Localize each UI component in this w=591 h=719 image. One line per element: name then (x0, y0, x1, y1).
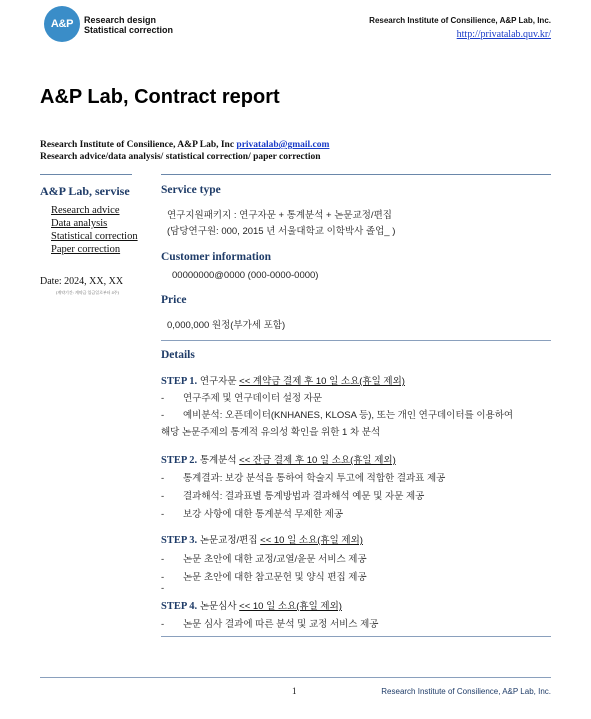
step-3-label: STEP 3. (161, 535, 198, 546)
step-4-name: 논문심사 (199, 601, 237, 612)
brand-line-2: Statistical correction (84, 25, 174, 35)
details-divider (161, 340, 551, 341)
step-2-bullet-3: - 보강 사항에 대한 통계분석 무제한 제공 (161, 509, 344, 520)
page-number: 1 (292, 686, 297, 696)
main-divider (161, 174, 551, 175)
price-heading: Price (161, 294, 187, 306)
step-4-condition: << 10 일 소요(휴일 제외) (239, 601, 342, 612)
footer-divider (40, 677, 551, 678)
email-link[interactable]: privatalab@gmail.com (236, 140, 330, 150)
sidebar-title: A&P Lab, servise (40, 184, 130, 198)
step-3-condition: << 10 일 소요(휴일 제외) (260, 535, 363, 546)
header-institute: Research Institute of Consilience, A&P Lab, Inc. (369, 16, 551, 25)
step-2-bullet-2: - 결과해석: 결과표별 통계방법과 결과해석 예문 및 자문 제공 (161, 491, 425, 502)
step-4-label: STEP 4. (161, 601, 198, 612)
step-2-bullet-1: - 통계결과: 보강 분석을 통하여 학술지 투고에 적합한 결과표 제공 (161, 473, 446, 484)
intro-institute: Research Institute of Consilience, A&P Lab, Inc (40, 140, 237, 150)
step-1-bullet-2-continued: 해당 논문주제의 통계적 유의성 확인을 위한 1 차 분석 (161, 427, 381, 438)
step-2-label: STEP 2. (161, 455, 198, 466)
step-2-heading (161, 452, 396, 466)
step-4-heading (161, 598, 342, 612)
details-end-divider (161, 636, 551, 637)
step-2-name: 통계분석 (199, 455, 237, 466)
step-3-heading (161, 532, 363, 546)
intro-line-1 (40, 140, 329, 150)
sidebar-item-research-advice[interactable]: Research advice (51, 205, 120, 216)
service-type-line-2: (담당연구원: 000, 2015 년 서울대학교 이학박사 졸업_ ) (167, 226, 396, 237)
step-1-bullet-2: - 예비분석: 오픈데이터(KNHANES, KLOSA 등), 또는 개인 연구데이터를 이용하여 (161, 410, 514, 421)
contract-date: Date: 2024, XX, XX (40, 276, 124, 287)
footer-institute: Research Institute of Consilience, A&P Lab, Inc. (381, 687, 551, 696)
step-1-heading (161, 373, 405, 387)
service-type-line-1: 연구지원패키지 : 연구자문 + 통계분석 + 논문교정/편집 (167, 210, 392, 221)
sidebar-item-statistical-correction[interactable]: Statistical correction (51, 231, 138, 242)
step-1-bullet-1: - 연구주제 및 연구데이터 설정 자문 (161, 393, 323, 404)
step-3-bullet-2: - 논문 초안에 대한 참고문헌 및 양식 편집 제공 (161, 572, 367, 583)
brand-line-1: Research design (84, 15, 157, 25)
sidebar-divider (40, 174, 132, 175)
step-4-bullet-1: - 논문 심사 결과에 따른 분석 및 교정 서비스 제공 (161, 619, 379, 630)
step-2-condition: << 잔금 결제 후 10 일 소요(휴일 제외) (239, 455, 396, 466)
sidebar-item-paper-correction[interactable]: Paper correction (51, 244, 121, 255)
price-value: 0,000,000 원정(부가세 포함) (167, 320, 286, 331)
brand-text (84, 15, 173, 35)
header-url-link[interactable]: http://privatalab.quv.kr/ (456, 29, 551, 40)
page-title: A&P Lab, Contract report (40, 86, 280, 108)
contract-date-note: (계약기간: 계약금 입금일로부터 4주) (56, 290, 119, 295)
step-3-empty-bullet: - (161, 583, 165, 594)
intro-line-2: Research advice/data analysis/ statistical correction/ paper correction (40, 152, 321, 162)
step-1-condition: << 계약금 결제 후 10 일 소요(휴일 제외) (239, 376, 405, 387)
customer-info: 00000000@0000 (000-0000-0000) (172, 270, 319, 281)
service-type-heading: Service type (161, 184, 221, 196)
step-1-name: 연구자문 (199, 376, 237, 387)
logo-icon: A&P (44, 6, 80, 42)
step-3-bullet-1: - 논문 초안에 대한 교정/교열/윤문 서비스 제공 (161, 554, 367, 565)
customer-heading: Customer information (161, 251, 271, 263)
details-heading: Details (161, 349, 195, 361)
step-3-name: 논문교정/편집 (199, 535, 258, 546)
sidebar-item-data-analysis[interactable]: Data analysis (51, 218, 108, 229)
step-1-label: STEP 1. (161, 376, 198, 387)
